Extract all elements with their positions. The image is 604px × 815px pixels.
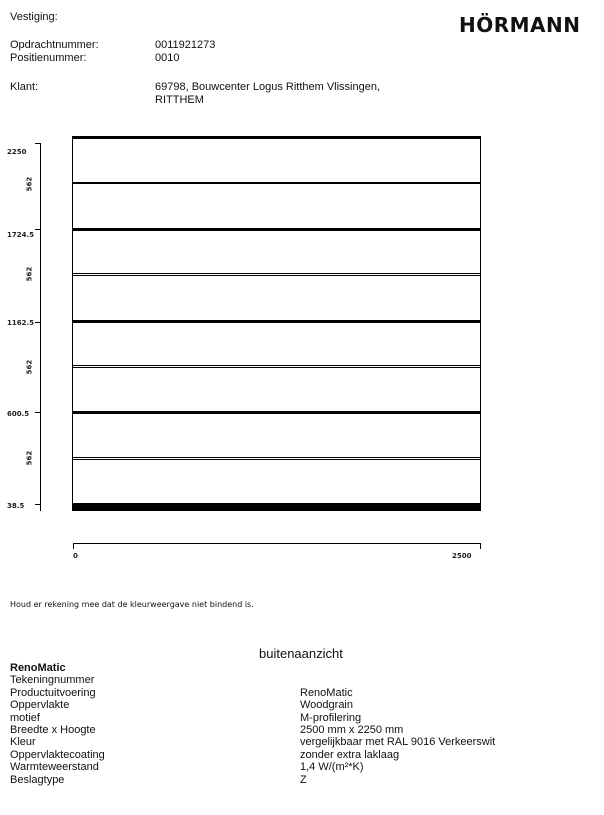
opdrachtnummer-label: Opdrachtnummer: <box>10 39 99 51</box>
spec-labels <box>10 674 105 786</box>
positienummer-label: Positienummer: <box>10 52 87 64</box>
spec-value: RenoMatic <box>300 686 353 699</box>
section-label: 562 <box>25 450 34 466</box>
section-label: 562 <box>25 359 34 375</box>
tick-label-600-5: 600.5 <box>7 410 30 418</box>
spec-label: motief <box>10 711 40 724</box>
klant-value-line1: 69798, Bouwcenter Logus Ritthem Vlissingen, <box>155 81 381 93</box>
spec-label: Productuitvoering <box>10 686 96 699</box>
spec-label: Beslagtype <box>10 773 65 786</box>
vestiging-label: Vestiging: <box>10 11 58 23</box>
spec-label: Warmteweerstand <box>10 761 99 774</box>
spec-value: Woodgrain <box>300 699 353 712</box>
tick-label-1724-5: 1724.5 <box>7 231 35 239</box>
klant-label: Klant: <box>10 81 39 93</box>
spec-value: 2500 mm x 2250 mm <box>300 724 404 737</box>
opdrachtnummer-value: 0011921273 <box>155 39 216 51</box>
spec-label: Tekeningnummer <box>10 674 95 687</box>
spec-values <box>300 674 495 786</box>
spec-value: 1,4 W/(m²*K) <box>300 761 364 774</box>
klant-value-line2: RITTHEM <box>155 94 204 106</box>
spec-label: Breedte x Hoogte <box>10 724 96 737</box>
tick-label-38-5: 38.5 <box>7 502 25 510</box>
positienummer-value: 0010 <box>155 52 180 64</box>
spec-value: M-profilering <box>300 711 362 724</box>
spec-value: zonder extra laklaag <box>300 748 400 761</box>
hormann-logo: HÖRMANN <box>459 13 581 37</box>
spec-value: vergelijkbaar met RAL 9016 Verkeerswit <box>300 736 496 749</box>
section-label: 562 <box>25 176 34 192</box>
tick-label-2250: 2250 <box>7 148 27 156</box>
spec-label: Oppervlakte <box>10 699 70 712</box>
product-name: RenoMatic <box>10 662 66 674</box>
spec-label: Kleur <box>10 736 36 749</box>
axis-label-2500: 2500 <box>452 552 472 560</box>
tick-label-1162-5: 1162.5 <box>7 319 35 327</box>
spec-value: Z <box>300 773 307 786</box>
spec-value <box>300 674 495 686</box>
color-disclaimer: Houd er rekening mee dat de kleurweergave niet bindend is. <box>10 600 254 609</box>
view-title: buitenaanzicht <box>259 646 343 661</box>
spec-label: Oppervlaktecoating <box>10 748 105 761</box>
axis-label-0: 0 <box>73 552 78 560</box>
section-label: 562 <box>25 266 34 282</box>
